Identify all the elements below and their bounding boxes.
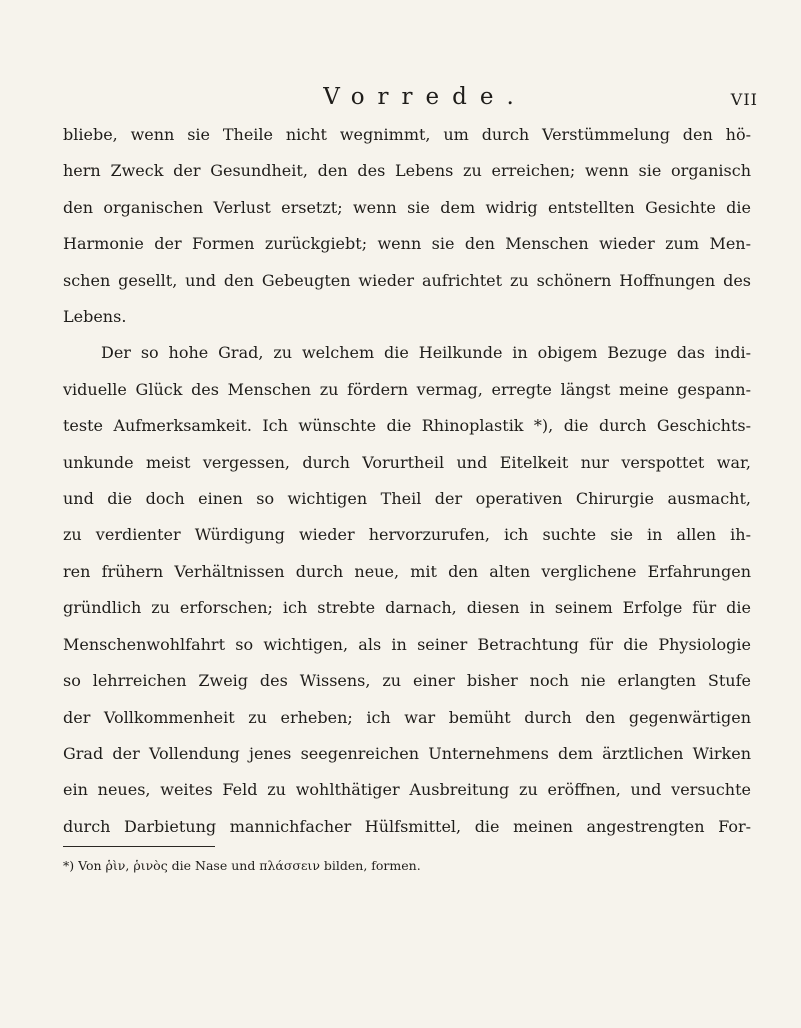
text-line: viduelle Glück des Menschen zu fördern vermag, erregte längst meine gespann- xyxy=(63,379,751,399)
text-line: schen gesellt, und den Gebeugten wieder aufrichtet zu schönern Hoffnungen des xyxy=(63,270,751,290)
text-line: unkunde meist vergessen, durch Vorurtheil und Eitelkeit nur verspottet war, xyxy=(63,452,751,472)
text-line: so lehrreichen Zweig des Wissens, zu einer bisher noch nie erlangten Stufe xyxy=(63,671,751,691)
text-line: zu verdienter Würdigung wieder hervorzurufen, ich suchte sie in allen ih- xyxy=(63,525,751,545)
text-line: und die doch einen so wichtigen Theil der operativen Chirurgie ausmacht, xyxy=(63,489,751,509)
text-line: teste Aufmerksamkeit. Ich wünschte die Rhinoplastik *), die durch Geschichts- xyxy=(63,416,751,436)
footnote: *) Von ῥὶν, ῥινὸς die Nase und πλάσσειν bilden, formen. xyxy=(63,858,421,873)
text-line: Grad der Vollendung jenes seegenreichen Unternehmens dem ärztlichen Wirken xyxy=(63,743,751,763)
text-line: den organischen Verlust ersetzt; wenn sie dem widrig entstellten Gesichte die xyxy=(63,197,751,217)
text-line: Der so hohe Grad, zu welchem die Heilkunde in obigem Bezuge das indi- xyxy=(101,343,751,363)
text-line: gründlich zu erforschen; ich strebte darnach, diesen in seinem Erfolge für die xyxy=(63,598,751,618)
page-header xyxy=(60,84,758,120)
footnote-divider xyxy=(63,846,215,847)
page-number: VII xyxy=(730,90,758,109)
text-line: hern Zweck der Gesundheit, den des Lebens zu erreichen; wenn sie organisch xyxy=(63,161,751,181)
paragraph-1 xyxy=(63,117,751,335)
text-line: ein neues, weites Feld zu wohlthätiger Ausbreitung zu eröffnen, und versuchte xyxy=(63,780,751,800)
text-line: Menschenwohlfahrt so wichtigen, als in seiner Betrachtung für die Physiologie xyxy=(63,634,751,654)
text-line: bliebe, wenn sie Theile nicht wegnimmt, um durch Verstümmelung den hö- xyxy=(63,125,751,144)
text-line: ren frühern Verhältnissen durch neue, mit den alten verglichene Erfahrungen xyxy=(63,561,751,581)
text-line: der Vollkommenheit zu erheben; ich war bemüht durch den gegenwärtigen xyxy=(63,707,751,727)
text-line: Harmonie der Formen zurückgiebt; wenn sie den Menschen wieder zum Men- xyxy=(63,234,751,254)
body-text xyxy=(63,117,751,845)
running-title: Vorrede. xyxy=(323,84,527,110)
text-line: Lebens. xyxy=(63,307,127,327)
text-line: durch Darbietung mannichfacher Hülfsmittel, die meinen angestrengten For- xyxy=(63,816,751,836)
paragraph-2 xyxy=(63,335,751,845)
